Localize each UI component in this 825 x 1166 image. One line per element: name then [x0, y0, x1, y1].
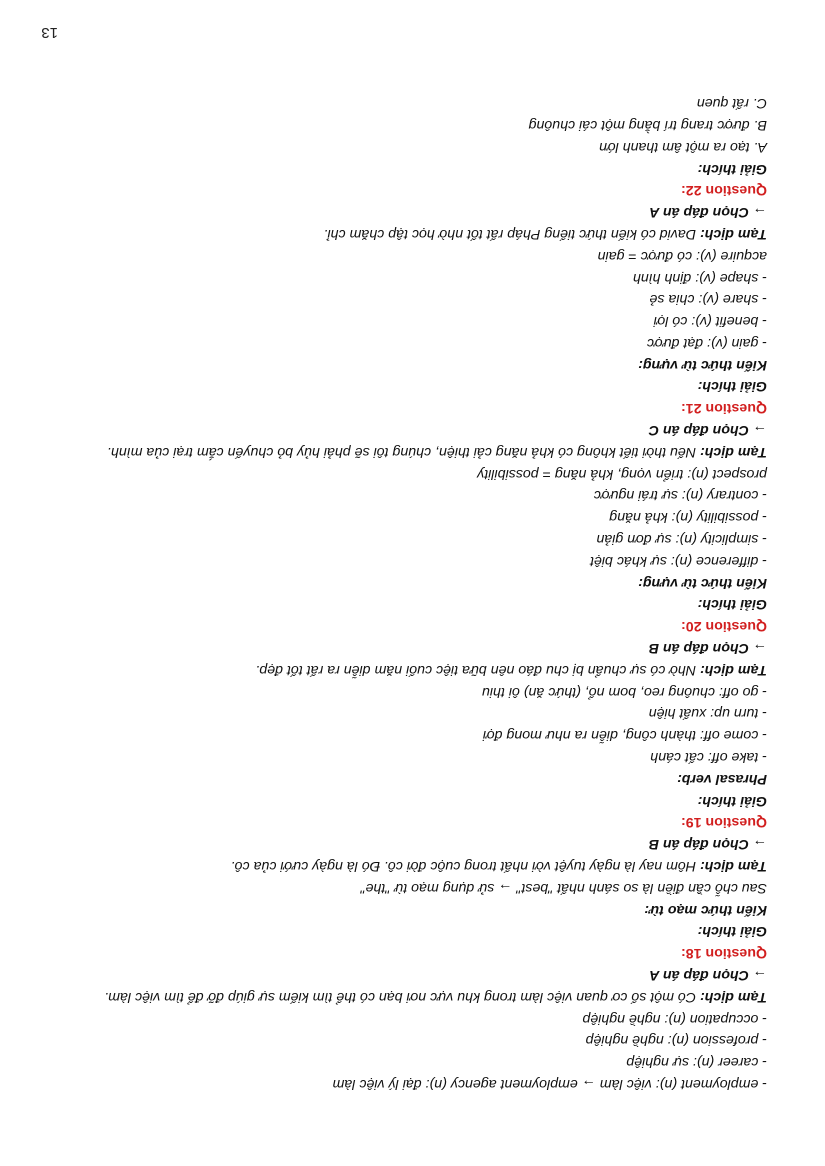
vocab-line: - career (n): sự nghiệp [626, 1054, 767, 1071]
explanation-label: Giải thích: [697, 792, 767, 809]
vocab-line: - shape (v): định hình [632, 269, 767, 286]
explanation-label: Giải thích: [697, 378, 767, 395]
translation-line: Tạm dịch: David có kiến thức tiếng Pháp rất tốt nhờ học tập chăm chỉ. [323, 225, 767, 242]
vocab-line: - difference (n): sự khác biệt [590, 552, 767, 569]
vocab-line: - profession (n): nghề nghiệp [585, 1032, 767, 1049]
vocab-line: - take off: cất cánh [650, 749, 767, 766]
vocab-line: - simplicity (n): sự đơn giản [596, 531, 767, 548]
answer-line: → Chọn đáp án B [648, 640, 767, 657]
answer-line: → Chọn đáp án C [648, 422, 767, 439]
option-line: B. được trang trí bằng một cái chuông [528, 116, 767, 133]
vocab-line: - gain (v): đạt được [646, 334, 767, 351]
explanation-line: Sau chỗ cần điền là so sánh nhất "best" → sử dụng mạo từ "the" [360, 879, 767, 896]
vocab-line: - possibility (n): khả năng [609, 509, 767, 526]
translation-line: Tạm dịch: Nhờ có sự chuẩn bị chu đáo nên bữa tiệc cuối năm diễn ra rất tốt đẹp. [255, 661, 767, 678]
question-heading: Question 21: [681, 400, 767, 417]
explanation-label: Giải thích: [697, 596, 767, 613]
vocab-line: acquire (v): có được = gain [597, 247, 767, 264]
question-heading: Question 18: [681, 945, 767, 962]
explanation-label: Giải thích: [697, 160, 767, 177]
vocab-line: - share (v): chia sẻ [649, 291, 767, 308]
vocab-line: - turn up: xuất hiện [648, 705, 767, 722]
answer-explanations [53, 91, 767, 1094]
answer-line: → Chọn đáp án A [649, 967, 767, 984]
translation-line: Tạm dịch: Có một số cơ quan việc làm trong khu vực nơi bạn có thể tìm kiếm sự giúp đỡ để tìm việc làm. [104, 988, 767, 1005]
vocab-line: - employment (n): việc làm → employment agency (n): đại lý việc làm [332, 1076, 767, 1092]
option-line: C. rất quen [696, 95, 767, 112]
vocab-line: - come off: thành công, diễn ra như mong đợi [482, 727, 767, 744]
vocab-line: - occupation (n): nghề nghiệp [582, 1010, 767, 1027]
explanation-label: Giải thích: [697, 923, 767, 940]
vocab-line: - benefit (v): có lợi [653, 313, 767, 330]
section-heading: Kiến thức từ vựng: [638, 356, 767, 373]
option-line: A. tạo ra một âm thanh lớn [599, 138, 767, 155]
translation-line: Tạm dịch: Hôm nay là ngày tuyệt vời nhất trong cuộc đời cô. Đó là ngày cưới của cô. [230, 858, 767, 875]
section-heading: Phrasal verb: [677, 770, 767, 787]
vocab-line: - contrary (n): sự trái ngược [593, 487, 767, 504]
section-heading: Kiến thức mạo từ: [644, 901, 767, 918]
section-heading: Kiến thức từ vựng: [638, 574, 767, 591]
translation-line: Tạm dịch: Nếu thời tiết không có khả năng cải thiện, chúng tôi sẽ phải hủy bỏ chuyến cắm trại của mình. [106, 443, 767, 460]
question-heading: Question 22: [681, 182, 767, 199]
question-heading: Question 19: [681, 814, 767, 831]
vocab-line: prospect (n): triển vọng, khả năng = possibility [477, 465, 767, 482]
answer-line: → Chọn đáp án B [648, 836, 767, 853]
question-heading: Question 20: [681, 618, 767, 635]
page-number: 13 [41, 24, 58, 41]
translation-label: Tạm dịch: [699, 988, 767, 1005]
answer-line: → Chọn đáp án A [649, 204, 767, 221]
vocab-line: - go off: chuông reo, bom nổ, (thức ăn) ôi thiu [481, 683, 767, 700]
